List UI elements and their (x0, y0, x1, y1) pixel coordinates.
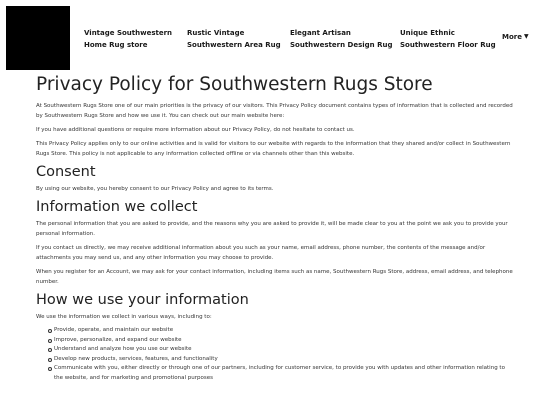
list-item: Understand and analyze how you use our website (48, 345, 514, 355)
nav-link-line1: Unique Ethnic (400, 29, 455, 37)
nav-link-line2: Southwestern Floor Rug (400, 41, 496, 49)
use-list (48, 326, 514, 383)
nav-link-line2: Southwestern Area Rug (187, 41, 281, 49)
nav-link-line1: Elegant Artisan (290, 29, 351, 37)
nav-link-rustic-vintage[interactable] (187, 27, 281, 51)
use-paragraph: We use the information we collect in various ways, including to: (36, 314, 212, 320)
nav-link-line1: Rustic Vintage (187, 29, 245, 37)
intro-paragraph: This Privacy Policy applies only to our online activities and is valid for visitors to our website with regards to the information that they shared and/or collect in Southwestern Rugs Store. This policy is not applicable to any information collected offline or via channels other than this website. (36, 141, 511, 157)
nav-link-line1: Vintage Southwestern (84, 29, 173, 37)
more-dropdown-button[interactable] (502, 33, 529, 41)
intro-paragraph: If you have additional questions or require more information about our Privacy Policy, do not hesitate to contact us. (36, 127, 355, 133)
nav-link-line2: Southwestern Design Rug (290, 41, 393, 49)
list-item: Improve, personalize, and expand our website (48, 336, 514, 346)
nav-link-vintage-southwestern[interactable] (84, 27, 172, 51)
nav-link-elegant-artisan[interactable] (290, 27, 392, 51)
page-title: Privacy Policy for Southwestern Rugs Store (36, 74, 433, 95)
intro-paragraph: At Southwestern Rugs Store one of our main priorities is the privacy of our visitors. This Privacy Policy document contains types of information that is collected and recorded by Southwestern Rugs Store and how we use it. You can check out our main website here: (36, 103, 513, 119)
more-label: More (502, 33, 522, 41)
collect-paragraph: The personal information that you are asked to provide, and the reasons why you are asked to provide it, will be made clear to you at the point we ask you to provide your personal information. (36, 221, 508, 237)
navbar (0, 0, 540, 72)
list-item: Develop new products, services, features, and functionality (48, 355, 514, 365)
privacy-policy-content (36, 72, 514, 383)
nav-link-line2: Home Rug store (84, 41, 148, 49)
consent-heading: Consent (36, 164, 96, 180)
nav-link-unique-ethnic[interactable] (400, 27, 496, 51)
collect-paragraph: If you contact us directly, we may receive additional information about you such as your name, email address, phone number, the contents of the message and/or attachments you may send us, and any other information you may choose to provide. (36, 245, 486, 261)
consent-paragraph: By using our website, you hereby consent to our Privacy Policy and agree to its terms. (36, 186, 274, 192)
list-item: Provide, operate, and maintain our website (48, 326, 514, 336)
site-logo[interactable] (6, 6, 70, 70)
caret-down-icon: ▼ (523, 33, 529, 40)
use-heading: How we use your information (36, 292, 249, 308)
collect-heading: Information we collect (36, 199, 198, 215)
list-item: Communicate with you, either directly or through one of our partners, including for customer service, to provide you with updates and other information relating to the website, and for marketing and promotional purposes (48, 364, 514, 383)
collect-paragraph: When you register for an Account, we may ask for your contact information, including items such as name, Southwestern Rugs Store, address, email address, and telephone number. (36, 269, 513, 285)
